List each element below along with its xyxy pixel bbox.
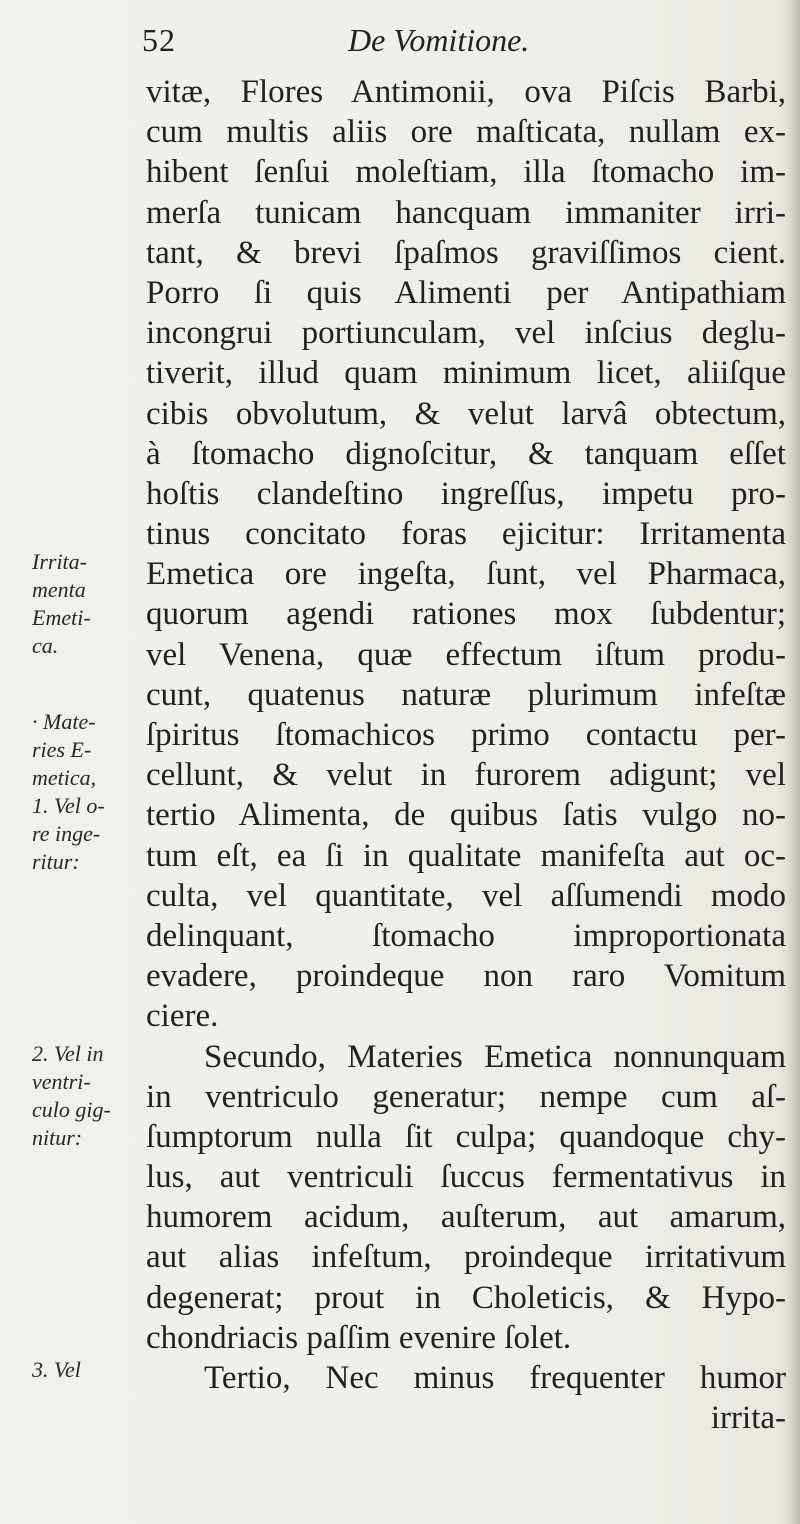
body-text — [146, 72, 786, 1438]
text-line: Secundo, Materies Emetica nonnunquam — [204, 1038, 786, 1075]
text-line: ſumptorum nulla ſit culpa; quandoque chy- — [146, 1118, 786, 1155]
text-line: aut alias infeſtum, proindeque irritativum — [146, 1239, 786, 1276]
running-head — [0, 22, 800, 62]
text-line: ciere. — [146, 998, 219, 1035]
text-line: tum eſt, ea ſi in qualitate manifeſta aut oc- — [146, 837, 786, 874]
text-line: Tertio, Nec minus frequenter humor — [204, 1360, 786, 1396]
running-title: De Vomitione. — [348, 22, 530, 58]
text-line: tinus concitato foras ejicitur: Irritamenta — [146, 516, 786, 553]
text-line: incongrui portiunculam, vel inſcius deglu- — [146, 315, 786, 352]
text-line: cellunt, & velut in furorem adigunt; vel — [146, 757, 786, 794]
text-line: Emetica ore ingeſta, ſunt, vel Pharmaca, — [146, 556, 786, 593]
text-line: ſpiritus ſtomachicos primo contactu per- — [146, 717, 786, 753]
margin-note-materies: · Mate- ries E- metica, 1. Vel o- re inge- ritur: — [32, 709, 105, 874]
text-line: quorum agendi rationes mox ſubdentur; — [146, 596, 786, 633]
text-line: chondriacis paſſim evenire ſolet. — [146, 1319, 572, 1356]
text-line: culta, vel quantitate, vel aſſumendi modo — [146, 877, 786, 914]
text-line: lus, aut ventriculi ſuccus fermentativus in — [146, 1159, 786, 1196]
text-line: tertio Alimenta, de quibus ſatis vulgo no- — [146, 797, 786, 834]
text-line: humorem acidum, auſterum, aut amarum, — [146, 1199, 786, 1236]
text-line: degenerat; prout in Choleticis, & Hypo- — [146, 1279, 786, 1316]
text-line: delinquant, ſtomacho improportionata — [146, 917, 786, 954]
text-line: vitæ, Flores Antimonii, ova Piſcis Barbi, — [146, 74, 786, 110]
page-number: 52 — [142, 22, 176, 58]
margin-note-irritamenta: Irrita- menta Emeti- ca. — [32, 549, 91, 658]
text-line: cunt, quatenus naturæ plurimum infeſtæ — [146, 676, 786, 713]
text-line: evadere, proindeque non raro Vomitum — [146, 958, 786, 995]
margin-note-tertio: 3. Vel — [32, 1357, 81, 1382]
text-line: Porro ſi quis Alimenti per Antipathiam — [146, 274, 786, 311]
page-edge-shadow — [786, 0, 800, 1524]
text-line: vel Venena, quæ effectum iſtum produ- — [146, 636, 786, 673]
margin-note-ventriculo: 2. Vel in ventri- culo gig- nitur: — [32, 1041, 111, 1150]
text-line: in ventriculo generatur; nempe cum aſ- — [146, 1078, 786, 1115]
catchword: irrita- — [710, 1400, 786, 1437]
text-line: merſa tunicam hancquam immaniter irri- — [146, 194, 786, 231]
text-line: cum multis aliis ore maſticata, nullam ex- — [146, 114, 786, 151]
text-line: à ſtomacho dignoſcitur, & tanquam eſſet — [146, 435, 786, 472]
text-line: cibis obvolutum, & velut larvâ obtectum, — [146, 395, 786, 432]
text-line: tiverit, illud quam minimum licet, aliiſque — [146, 355, 786, 392]
text-line: hoſtis clandeſtino ingreſſus, impetu pro- — [146, 475, 786, 512]
text-line: hibent ſenſui moleſtiam, illa ſtomacho im- — [146, 154, 786, 191]
text-line: tant, & brevi ſpaſmos graviſſimos cient. — [146, 234, 786, 271]
